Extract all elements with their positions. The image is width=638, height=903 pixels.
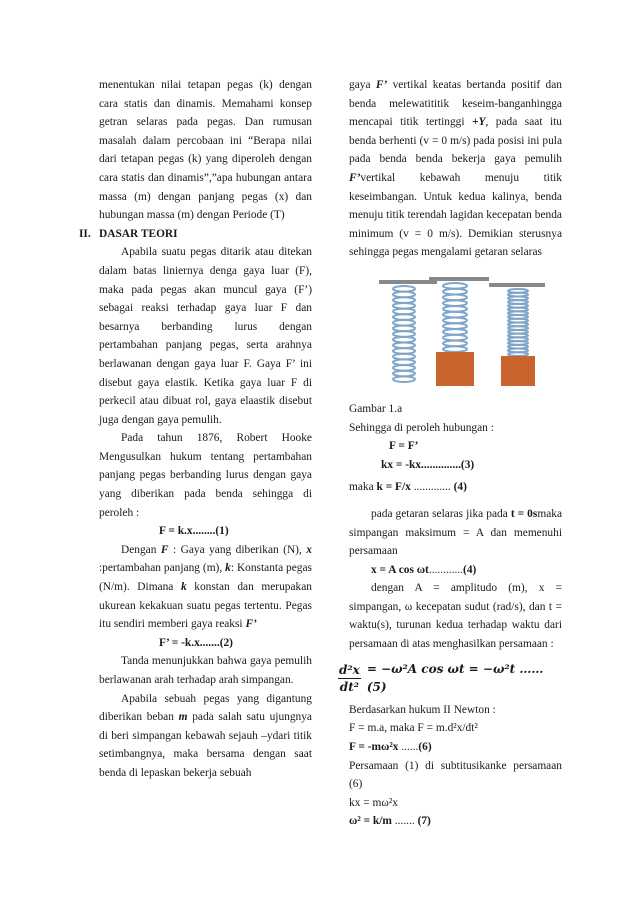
mass-block-1 [436,352,474,386]
spring-1-coil [393,376,415,382]
equation-6: F = -mω²x ......(6) [349,741,432,754]
fraction-denominator: dt² [339,679,359,694]
spring-3-coil [508,352,528,356]
equation-3a: F = F’ [389,440,419,453]
paragraph-sign: Tanda menunjukkan bahwa gaya pemulih berlawanan arah terhadap arah simpangan. [99,655,312,686]
paragraph-hooke-intro: Apabila suatu pegas ditarik atau ditekan dalam batas liniernya denga gaya luar (F), maka pada pegas akan muncul gaya (F’) sebagai reaksi terhadap gaya luar F dan besarnya berbanding lurus dengan pertambahan panjang pegas, serta arahnya berlawanan dengan gaya luar F. Gaya F’ ini disebut gaya elastik. Ketika gaya luar F di perkecil atau dibuat rol, gaya elaastik disebut juga dengan gaya pemulih. [99,246,312,426]
equation-4b: x = A cos ωt............(4) [371,563,477,576]
paragraph-intro: menentukan nilai tetapan pegas (k) dengan cara statis dan dinamis. Memahami konsep getran selaras pada pegas. Dan rumusan masalah dalam percobaan ini “Berapa nilai dari tetapan pegas (k) yang diperoleh dengan cara statis dan dinamis”,”apa hubungan antara massa (m) dengan panjang pegas (x) dan hubungan massa (m) dengan Periode (T) [99,79,312,222]
derivative-fraction [338,662,361,695]
right-column [339,76,562,831]
paragraph-relation: Sehingga di peroleh hubungan : [349,421,494,434]
mass-block-2 [501,356,535,386]
ceiling-bar-3 [489,283,545,287]
equation-5 [338,660,562,697]
paragraph-variables: dengan A = amplitudo (m), x = simpangan, ω kecepatan sudut (rad/s), dan t = waktu(s), turunan kedua terhadap waktu dari persamaan di atas menghasilkan persamaan : [349,582,562,651]
spring-illustration [349,276,562,388]
newton-equation: F = m.a, maka F = m.d²x/dt² [349,722,478,735]
figure-caption: Gambar 1.a [349,402,403,415]
equation-5-rhs: = −ω²A cos ωt = −ω²t …… (5) [366,661,544,695]
equation-3b: kx = -kx..............(3) [381,458,475,471]
substitution-equation: kx = mω²x [349,796,398,809]
ceiling-bar-1 [379,280,437,284]
paragraph-definitions: Dengan F : Gaya yang diberikan (N), x :pertambahan panjang (m), k: Konstanta pegas (N/m). Dimana k konstan dan merupakan ukurean kekakuan suatu pegas tertentu. Pegas itu sendiri memberi gaya reaksi F’ [99,543,312,631]
spring-2-coil [443,346,467,352]
paragraph-newton: Berdasarkan hukum II Newton : [349,703,496,716]
paragraph-harmonic: pada getaran selaras jika pada t = 0smaka simpangan maksimum = A dan memenuhi persamaan [349,507,562,558]
paragraph-hooke-history: Pada tahun 1876, Robert Hooke Mengusulkan hukum tentang pertambahan panjang pegas berbanding lurus dengan gaya yang diberikan pada benda sehingga di peroleh : [99,432,312,519]
equation-2: F’ = -k.x.......(2) [159,636,233,649]
section-title: DASAR TEORI [99,227,178,240]
equation-7: ω² = k/m ....... (7) [349,815,431,828]
section-number: II. [79,227,91,240]
equation-4-line: maka k = F/x ............. (4) [349,481,467,494]
ceiling-bar-2 [429,277,489,281]
equation-1: F = k.x........(1) [159,525,229,538]
spring-figure [349,276,562,388]
paragraph-oscillation: gaya F’ vertikal keatas bertanda positif dan benda melewatititik keseim-banganhingga mencapai titik tertinggi +Y, pada saat itu benda berhenti (v = 0 m/s) pada posisi ini pula pada benda benda bekerja gaya pemulih F’vertikal kebawah menuju titik keseimbangan. Untuk kedua kalinya, benda menuju titik terendah lagidan kecepatan benda minimum (v = 0 m/s). Demikian sterusnya sehingga pegas mengalami getaran selaras [349,79,562,259]
left-column [79,76,312,783]
section-heading [79,225,312,244]
fraction-numerator: d²x [339,662,360,677]
paragraph-substitution: Persamaan (1) di subtitusikanke persamaan (6) [349,759,562,791]
paragraph-hanging-spring: Apabila sebuah pegas yang digantung diberikan beban m pada salah satu ujungnya di beri simpangan kebawah sejauh –ydari titik setimbangnya, maka bersama dengan saat benda di lepaskan bekerja sebuah [99,692,312,779]
